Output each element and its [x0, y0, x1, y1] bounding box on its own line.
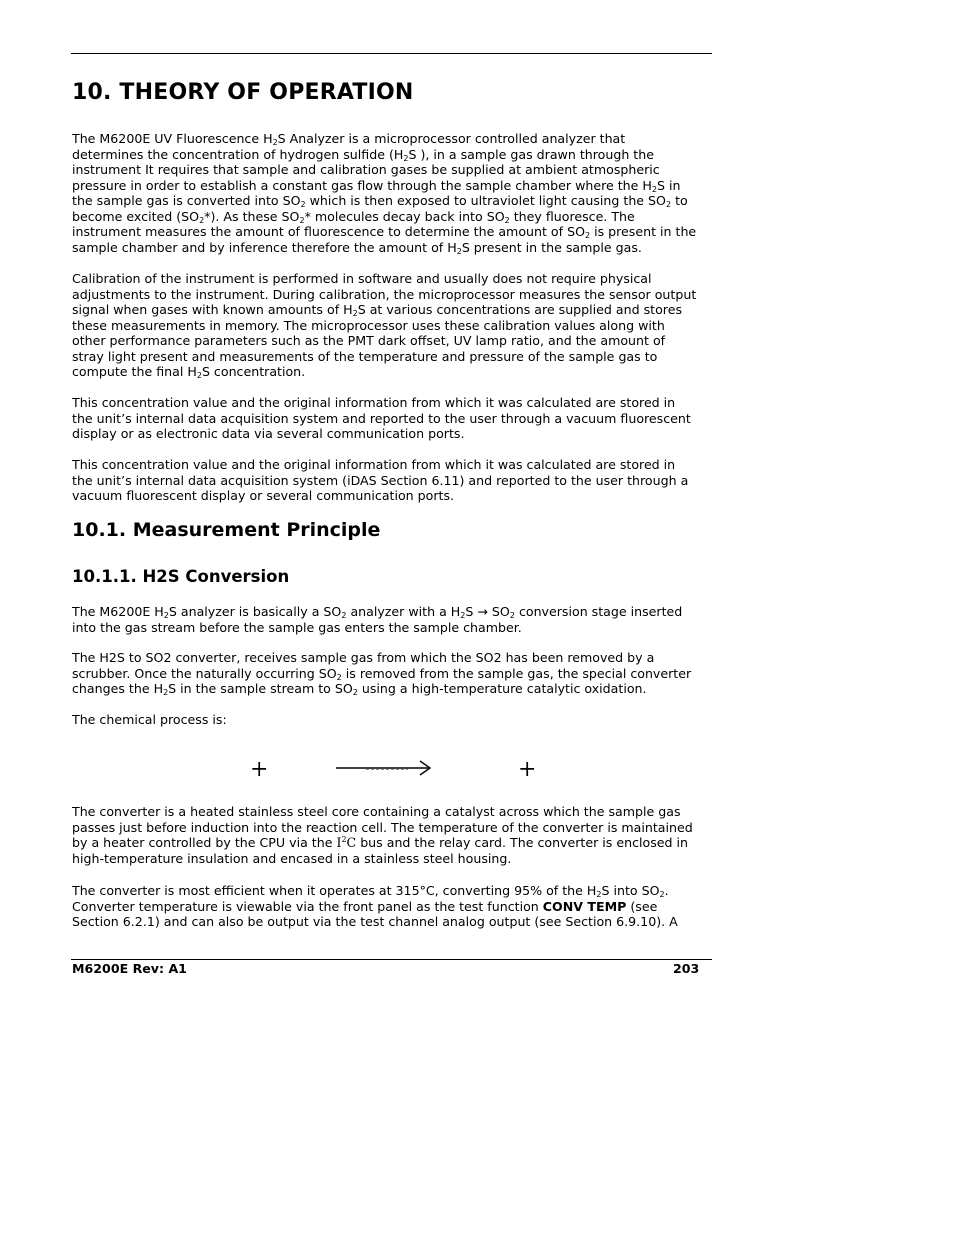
subsection-heading-h2s-conversion: 10.1.1. H2S Conversion	[72, 567, 290, 586]
conversion-paragraph-2: The H2S to SO2 converter, receives sample gas from which the SO2 has been removed by a scrubber. Once the naturally occurring $SO_2$ is removed from the sample gas, the special converter changes the $H_2S$ in the sample stream to $SO_2$ using a high-temperature catalytic oxidation.	[72, 650, 692, 697]
header-rule	[71, 53, 712, 54]
conversion-paragraph-5: The converter is most efficient when it operates at 315°C, converting 95% of the $H_2S$ into $SO_2$. Converter temperature is viewable via the front panel as the test function CONV TEMP (see Section 6.2.1) and can also be output via the test channel analog output (see Section 6.9.10). A	[72, 883, 678, 929]
intro-paragraph-1: The M6200E UV Fluorescence $H_2S$ Analyzer is a microprocessor controlled analyzer that determines the concentration of hydrogen sulfide ($H_2S$ ), in a sample gas drawn through the instrument It requires that sample and calibration gases be supplied at ambient atmospheric pressure in order to establish a constant gas flow through the sample chamber where the $H_2S$ in the sample gas is converted into $SO_2$ which is then exposed to ultraviolet light causing the $SO_2$ to become excited $(SO_2*)$. As these $SO_2*$ molecules decay back into $SO_2$ they fluoresce. The instrument measures the amount of fluorescence to determine the amount of $SO_2$ is present in the sample chamber and by inference therefore the amount of $H_2S$ present in the sample gas.	[72, 131, 697, 256]
footer-revision: M6200E Rev: A1	[72, 961, 187, 976]
chapter-title: 10. THEORY OF OPERATION	[72, 80, 414, 105]
conversion-paragraph-4: The converter is a heated stainless steel core containing a catalyst across which the sample gas passes just before induction into the reaction cell. The temperature of the converter is maintained by a heater controlled by the CPU via the $I^2C$ bus and the relay card. The converter is enclosed in high-temperature insulation and encased in a stainless steel housing.	[72, 804, 693, 866]
section-heading-measurement-principle: 10.1. Measurement Principle	[72, 519, 381, 541]
page-number: 203	[673, 961, 700, 976]
intro-paragraph-2: Calibration of the instrument is performed in software and usually does not require physical adjustments to the instrument. During calibration, the microprocessor measures the sensor output signal when gases with known amounts of $H_2S$ at various concentrations are supplied and stores these measurements in memory. The microprocessor uses these calibration values along with other performance parameters such as the PMT dark offset, UV lamp ratio, and the amount of stray light present and measurements of the temperature and pressure of the sample gas to compute the final $H_2S$ concentration.	[72, 271, 697, 380]
conv-temp-function: CONV TEMP	[542, 898, 627, 914]
intro-paragraph-4: This concentration value and the original information from which it was calculated are stored in the unit’s internal data acquisition system (iDAS Section 6.11) and reported to the user through a vacuum fluorescent display or several communication ports.	[72, 457, 689, 503]
arrow-icon: →	[477, 604, 488, 619]
equation-plus-1: +	[250, 757, 269, 782]
chemical-process-label: The chemical process is:	[72, 712, 227, 727]
intro-paragraph-3: This concentration value and the original information from which it was calculated are stored in the unit’s internal data acquisition system and reported to the user through a vacuum fluorescent display or as electronic data via several communication ports.	[72, 395, 691, 441]
chemical-equation	[240, 754, 560, 784]
footer-rule	[71, 959, 712, 960]
conversion-paragraph-1: The M6200E $H_2S$ analyzer is basically a $SO_2$ analyzer with a $H_2S \to SO_2$ conversion stage inserted into the gas stream before the sample gas enters the sample chamber.	[72, 604, 683, 635]
equation-plus-2: +	[518, 757, 537, 782]
